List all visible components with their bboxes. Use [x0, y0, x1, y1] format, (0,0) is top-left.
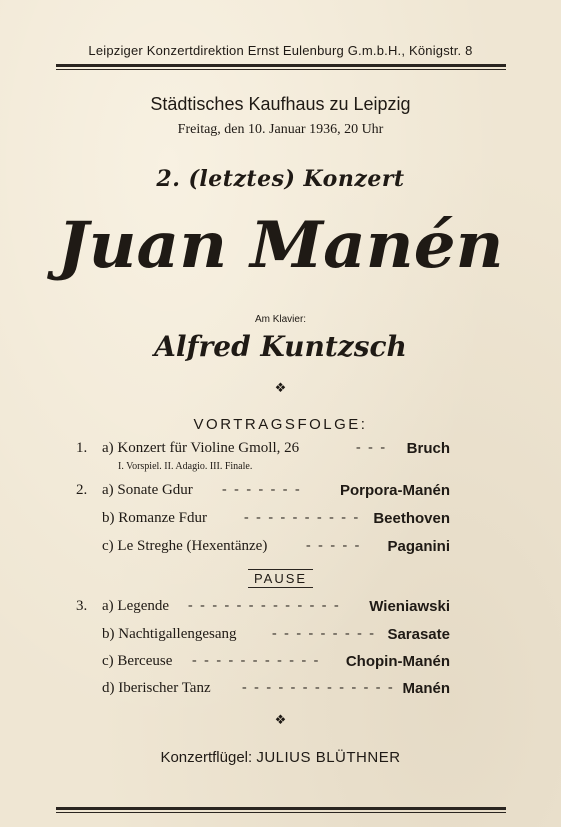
piece-title: a) Sonate Gdur [102, 482, 193, 498]
program-item [0, 598, 561, 618]
event-datetime: Freitag, den 10. Januar 1936, 20 Uhr [177, 122, 384, 137]
program-item [0, 626, 561, 646]
bottom-rule [56, 807, 506, 813]
pause-text: PAUSE [248, 569, 313, 588]
composer: Sarasate [387, 626, 450, 643]
ornament-icon: ❖ [274, 381, 287, 396]
piece-title: c) Berceuse [102, 653, 173, 669]
program-item [0, 482, 561, 502]
leader-dashes: - - - - - - - - - - [244, 510, 361, 525]
piano-credit [0, 749, 561, 766]
composer: Wieniawski [369, 598, 450, 615]
program-item [0, 653, 561, 673]
piece-title: a) Konzert für Violine Gmoll, 26 [102, 440, 300, 456]
artist-name: Juan Manén [57, 208, 504, 283]
pianist-name: Alfred Kuntzsch [154, 330, 407, 363]
venue: Städtisches Kaufhaus zu Leipzig [150, 94, 411, 114]
item-number: 3. [76, 598, 88, 614]
top-rule [56, 64, 506, 70]
program-item [0, 510, 561, 530]
item-number: 2. [76, 482, 88, 498]
accompaniment-label: Am Klavier: [254, 314, 307, 325]
leader-dashes: - - - - - - - - - - - - - [188, 598, 341, 613]
leader-dashes: - - - - - - - - - - - - - [242, 680, 395, 695]
piece-title: a) Legende [102, 598, 170, 614]
leader-dashes: - - - - - - - [222, 482, 302, 497]
piece-title: c) Le Streghe (Hexentänze) [102, 538, 268, 554]
piece-title: b) Nachtigallengesang [102, 626, 237, 642]
leader-dashes: - - - - - - - - - - - [192, 653, 321, 668]
movements-note: I. Vorspiel. II. Adagio. III. Finale. [118, 461, 253, 472]
composer: Porpora-Manén [339, 482, 450, 499]
concert-number: 2. (letztes) Konzert [156, 166, 405, 192]
piece-title: d) Iberischer Tanz [102, 680, 211, 696]
publisher-line: Leipziger Konzertdirektion Ernst Eulenburg G.m.b.H., Königstr. 8 [88, 43, 473, 58]
item-number: 1. [76, 440, 88, 456]
composer: Manén [402, 680, 450, 697]
composer: Beethoven [373, 510, 450, 527]
composer: Paganini [387, 538, 450, 555]
program-heading: VORTRAGSFOLGE: [193, 416, 368, 433]
ornament-icon: ❖ [274, 713, 287, 728]
pause-label [0, 569, 561, 588]
leader-dashes: - - - - - - - - - [272, 626, 376, 641]
piece-title: b) Romanze Fdur [102, 510, 207, 526]
leader-dashes: - - - [356, 440, 387, 455]
program-item [0, 440, 561, 460]
program-item [0, 680, 561, 700]
composer: Chopin-Manén [345, 653, 450, 670]
program-item [0, 538, 561, 558]
composer: Bruch [406, 440, 450, 457]
leader-dashes: - - - - - [306, 538, 362, 553]
piano-brand: JULIUS BLÜTHNER [256, 749, 401, 766]
piano-label: Konzertflügel: [160, 749, 253, 766]
